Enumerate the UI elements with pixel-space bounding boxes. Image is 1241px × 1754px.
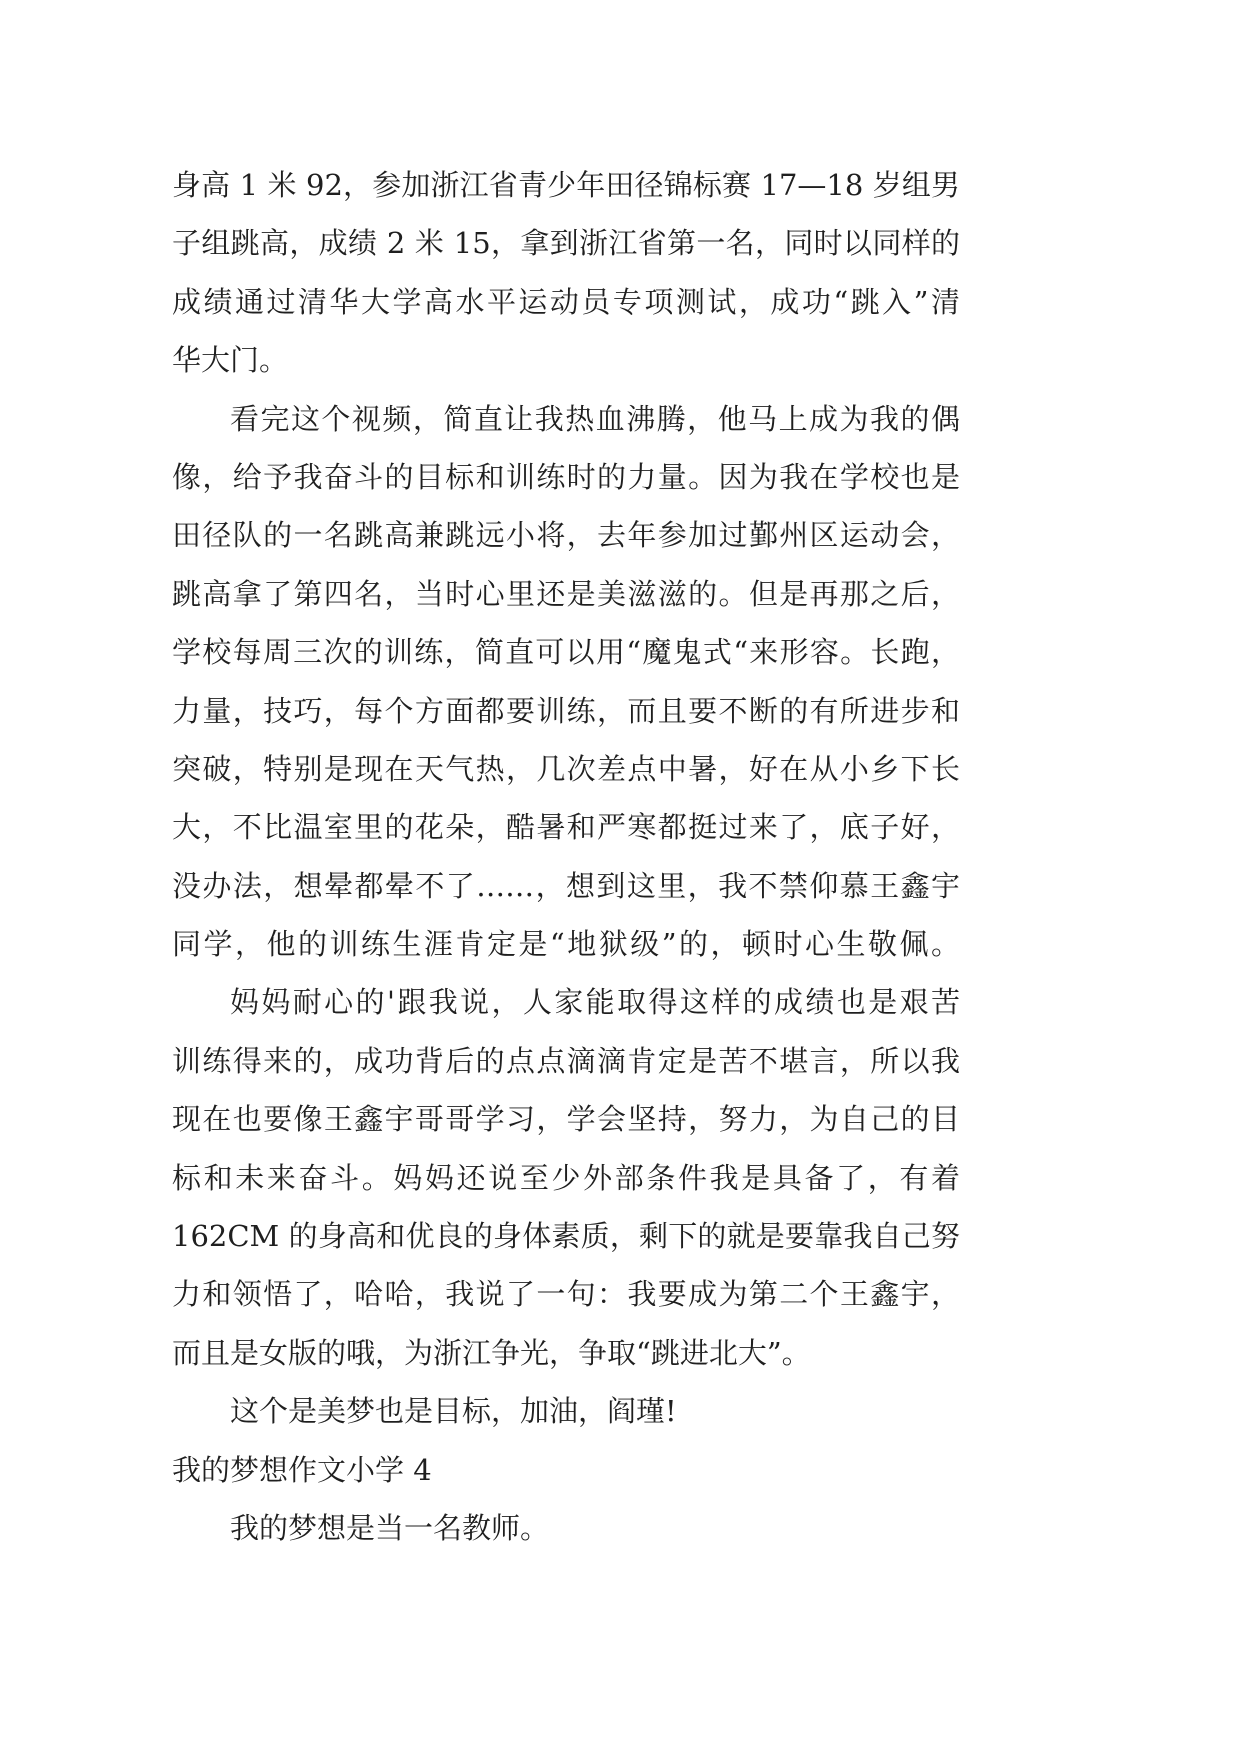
paragraph [172,973,960,1382]
text-line: 而且是女版的哦，为浙江争光，争取“跳进北大”。 [172,1335,811,1370]
text-line: 同学，他的训练生涯肯定是“地狱级”的，顿时心生敬佩。 [172,927,960,962]
text-line: 像，给予我奋斗的目标和训练时的力量。因为我在学校也是 [172,459,960,494]
text-line: 训练得来的，成功背后的点点滴滴肯定是苦不堪言，所以我 [172,1043,960,1078]
text-line: 标和未来奋斗。妈妈还说至少外部条件我是具备了，有着 [172,1160,960,1195]
text-line: 我的梦想是当一名教师。 [230,1510,550,1545]
document-body [172,156,960,1557]
text-line: 大，不比温室里的花朵，酷暑和严寒都挺过来了，底子好， [172,810,960,845]
section-heading: 我的梦想作文小学 4 [172,1452,432,1487]
text-line: 田径队的一名跳高兼跳远小将，去年参加过鄞州区运动会， [172,518,960,553]
text-line: 162CM 的身高和优良的身体素质，剩下的就是要靠我自己努 [172,1219,960,1254]
text-line: 这个是美梦也是目标，加油，阎瑾! [230,1394,677,1429]
text-line: 突破，特别是现在天气热，几次差点中暑，好在从小乡下长 [172,751,960,786]
text-line: 身高 1 米 92，参加浙江省青少年田径锦标赛 17—18 岁组男 [172,168,960,202]
text-line: 华大门。 [172,343,289,378]
text-line: 现在也要像王鑫宇哥哥学习，学会坚持，努力，为自己的目 [172,1102,960,1137]
text-line: 学校每周三次的训练，简直可以用“魔鬼式“来形容。长跑， [172,635,960,670]
paragraph [172,390,960,974]
text-line: 妈妈耐心的'跟我说，人家能取得这样的成绩也是艰苦 [230,985,960,1020]
paragraph [172,156,960,390]
text-line: 力和领悟了，哈哈，我说了一句：我要成为第二个王鑫宇， [172,1277,960,1312]
text-line: 成绩通过清华大学高水平运动员专项测试，成功“跳入”清 [172,284,960,319]
paragraph [172,1382,960,1440]
text-line: 跳高拿了第四名，当时心里还是美滋滋的。但是再那之后， [172,576,960,611]
text-line: 子组跳高，成绩 2 米 15，拿到浙江省第一名，同时以同样的 [172,226,960,261]
text-line: 看完这个视频，简直让我热血沸腾，他马上成为我的偶 [230,401,960,436]
text-line: 没办法，想晕都晕不了……，想到这里，我不禁仰慕王鑫宇 [172,868,960,903]
text-line: 力量，技巧，每个方面都要训练，而且要不断的有所进步和 [172,693,960,728]
paragraph [172,1499,960,1557]
